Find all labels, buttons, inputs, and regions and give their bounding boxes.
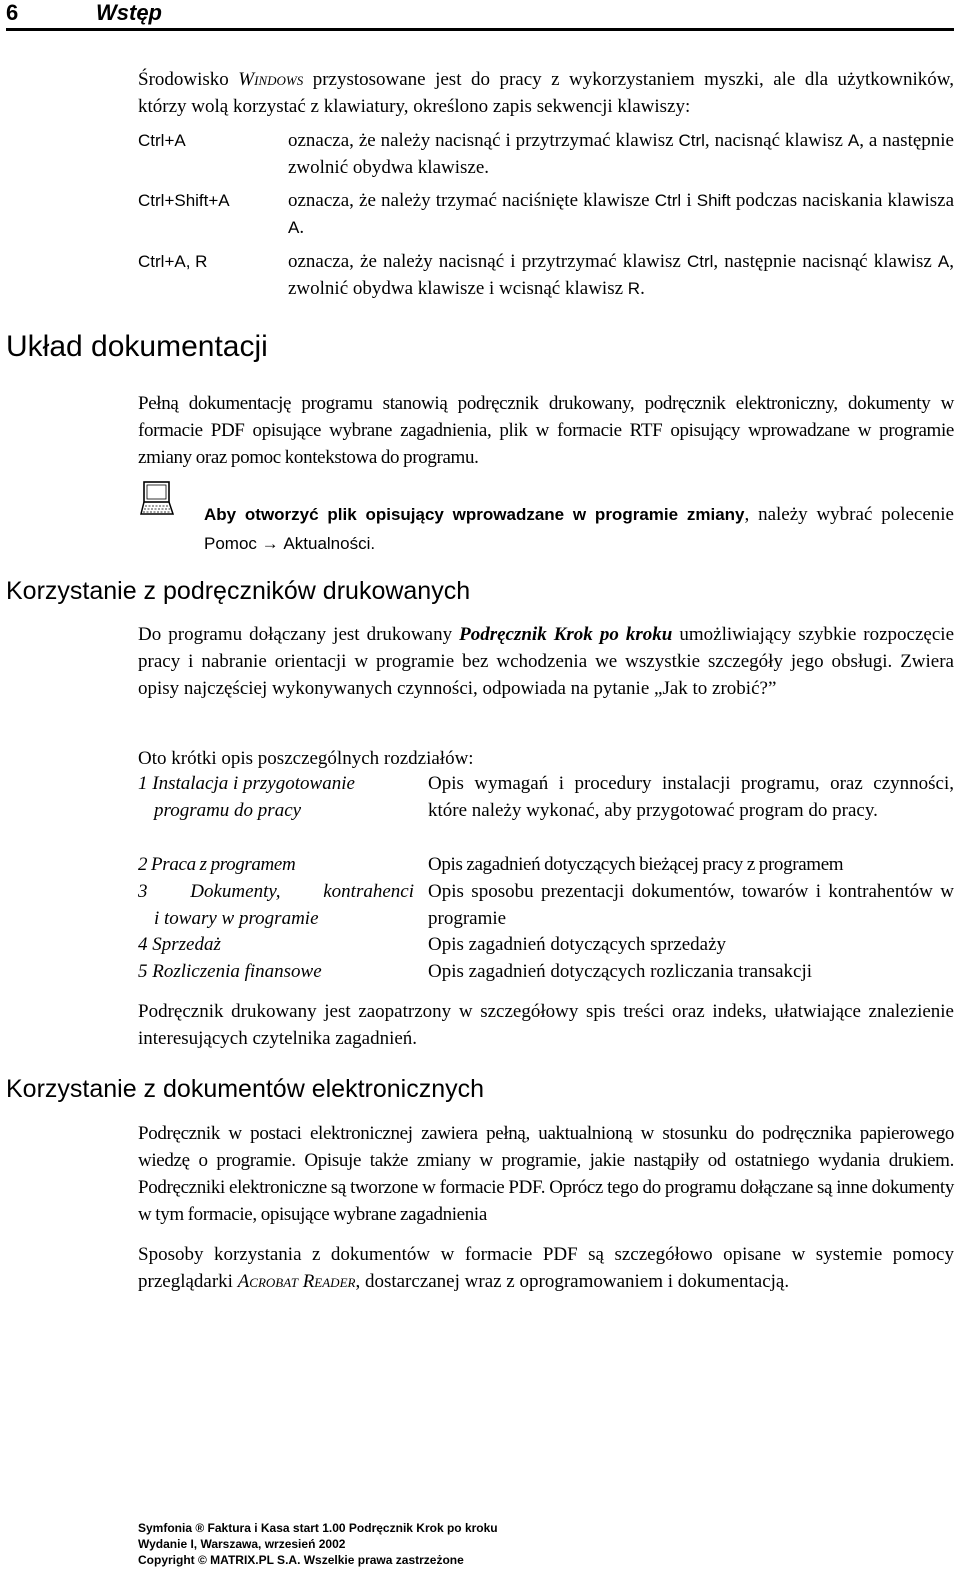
arrow-icon: → [261, 534, 279, 553]
chapter-description: Opis zagadnień dotyczących rozliczania transakcji [428, 961, 813, 982]
printed-paragraph: Do programu dołączany jest drukowany Podręcznik Krok po kroku umożliwiający szybkie rozpoczęcie pracy i nabranie orientacji w programie bez wchodzenia we wszystkie szczegóły jego obsługi. Zwiera opisy najczęściej wykonywanych czynności, odpowiada na pytanie „Jak to zrobić?” [138, 624, 955, 699]
laptop-icon [140, 481, 174, 517]
windows-name: Windows [238, 69, 304, 90]
shortcut-key: Ctrl+A, R [138, 252, 208, 271]
shortcut-description: oznacza, że należy nacisnąć i przytrzymać klawisz Ctrl, nacisnąć klawisz A, a następnie zwolnić obydwa klawisze. [288, 130, 954, 178]
pdf-paragraph: Sposoby korzystania z dokumentów w formacie PDF są szczegółowo opisane w systemie pomocy przeglądarki Acrobat Reader, dostarczanej wraz z oprogramowaniem i dokumentacją. [138, 1244, 954, 1292]
header-title: Wstęp [96, 0, 162, 25]
note-text: Aby otworzyć plik opisujący wprowadzane w programie zmiany, należy wybrać polecenie Pomoc → Aktualności. [204, 504, 954, 553]
manual-title: Podręcznik Krok po kroku [459, 624, 673, 645]
shortcut-key: Ctrl+Shift+A [138, 191, 230, 210]
page-header [6, 0, 954, 34]
layout-paragraph: Pełną dokumentację programu stanowią podręcznik drukowany, podręcznik elektroniczny, dokumenty w formacie PDF opisujące wybrane zagadnienia, plik w formacie RTF opisujący wprowadzane w programie zmiany oraz pomoc kontekstowa do programu. [138, 393, 954, 468]
section-heading-printed: Korzystanie z podręczników drukowanych [6, 577, 471, 605]
acrobat-reader-name: Acrobat Reader [237, 1271, 356, 1292]
electronic-paragraph: Podręcznik w postaci elektronicznej zawiera pełną, uaktualnioną w stosunku do podręcznika papierowego wiedzę o programie. Opisuje także zmiany w programie, jakie nastąpiły od ostatniego wydania drukiem. Podręczniki elektroniczne są tworzone w formacie PDF. Oprócz tego do programu dołączane są inne dokumenty w tym formacie, opisujące wybrane zagadnienia [138, 1123, 954, 1225]
chapter-description: Opis wymagań i procedury instalacji programu, oraz czynności, które należy wykonać, aby przygotować program do pracy. [428, 773, 954, 821]
page-footer [138, 1520, 498, 1568]
footer-line: Symfonia ® Faktura i Kasa start 1.00 Podręcznik Krok po kroku [138, 1521, 498, 1535]
intro-paragraph: Środowisko Windows przystosowane jest do pracy z wykorzystaniem myszki, ale dla użytkowników, którzy wolą korzystać z klawiatury, określono zapis sekwencji klawiszy: [138, 69, 954, 117]
chapter-description: Opis zagadnień dotyczących sprzedaży [428, 934, 727, 955]
footer-line: Copyright © MATRIX.PL S.A. Wszelkie prawa zastrzeżone [138, 1553, 464, 1567]
shortcut-description: oznacza, że należy nacisnąć i przytrzymać klawisz Ctrl, następnie nacisnąć klawisz A, zwolnić obydwa klawisze i wcisnąć klawisz R. [288, 251, 954, 299]
chapters-intro: Oto krótki opis poszczególnych rozdziałów: [138, 748, 474, 769]
section-heading-electronic: Korzystanie z dokumentów elektronicznych [6, 1075, 485, 1103]
shortcut-description: oznacza, że należy trzymać naciśnięte klawisze Ctrl i Shift podczas naciskania klawisza A. [288, 190, 955, 238]
printed-index-paragraph: Podręcznik drukowany jest zaopatrzony w szczegółowy spis treści oraz indeks, ułatwiające znalezienie interesujących czytelnika zagadnień. [138, 1001, 954, 1049]
page-number: 6 [6, 0, 19, 25]
menu-command: Pomoc [204, 534, 257, 553]
chapter-description: Opis sposobu prezentacji dokumentów, towarów i kontrahentów w programie [428, 881, 954, 929]
chapter-description: Opis zagadnień dotyczących bieżącej pracy z programem [428, 854, 844, 875]
chapter-name: 2 Praca z programem [138, 854, 296, 875]
shortcut-key: Ctrl+A [138, 131, 186, 150]
chapter-name: 3 Dokumenty, kontrahenci i towary w programie [138, 881, 414, 929]
chapter-name: 4 Sprzedaż [138, 934, 221, 955]
chapter-name: 1 Instalacja i przygotowanie programu do pracy [138, 773, 355, 821]
chapter-name: 5 Rozliczenia finansowe [138, 961, 322, 982]
header-rule [6, 28, 954, 31]
section-heading-layout: Układ dokumentacji [6, 330, 268, 363]
menu-command: Aktualności. [283, 534, 376, 553]
footer-line: Wydanie I, Warszawa, wrzesień 2002 [138, 1537, 346, 1551]
